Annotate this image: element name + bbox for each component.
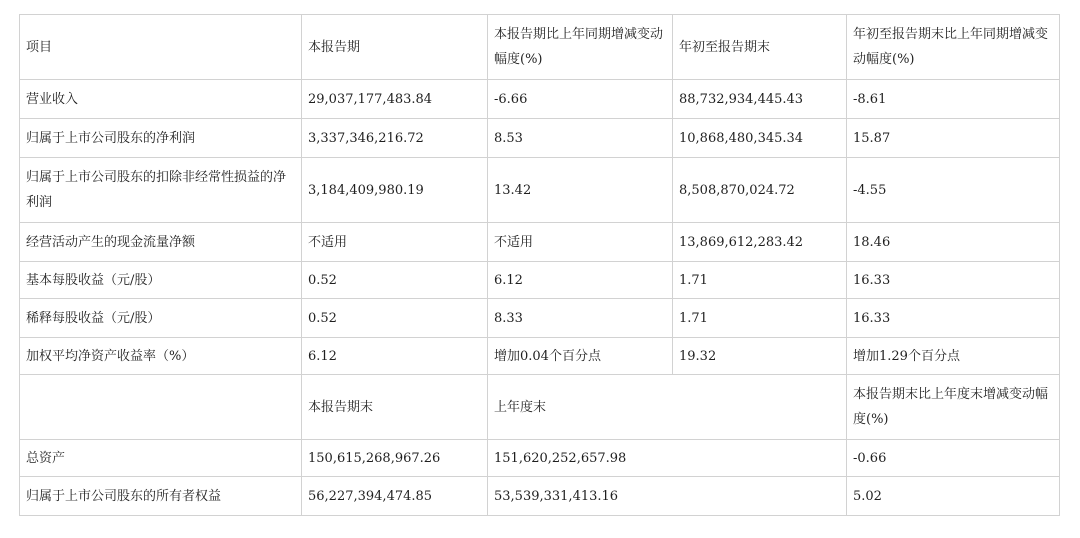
cell-current-yoy: 8.33 — [488, 299, 673, 338]
cell-ytd-yoy: 18.46 — [847, 223, 1060, 262]
cell-current: 0.52 — [302, 299, 488, 338]
row-label: 归属于上市公司股东的净利润 — [20, 119, 302, 158]
header-ytd-yoy: 年初至报告期末比上年同期增减变动幅度(%) — [847, 15, 1060, 80]
cell-ytd-yoy: 增加1.29个百分点 — [847, 338, 1060, 375]
cell-current: 3,184,409,980.19 — [302, 158, 488, 223]
cell-ytd-yoy: 16.33 — [847, 262, 1060, 299]
cell-change: 5.02 — [847, 477, 1060, 516]
subheader-change: 本报告期末比上年度末增减变动幅度(%) — [847, 375, 1060, 440]
table-row — [20, 119, 1060, 158]
cell-period-end: 56,227,394,474.85 — [302, 477, 488, 516]
cell-current: 3,337,346,216.72 — [302, 119, 488, 158]
cell-ytd: 19.32 — [673, 338, 847, 375]
cell-current-yoy: 增加0.04个百分点 — [488, 338, 673, 375]
cell-current-yoy: 13.42 — [488, 158, 673, 223]
cell-current: 0.52 — [302, 262, 488, 299]
cell-ytd: 88,732,934,445.43 — [673, 80, 847, 119]
cell-ytd-yoy: -8.61 — [847, 80, 1060, 119]
cell-ytd: 10,868,480,345.34 — [673, 119, 847, 158]
row-label: 经营活动产生的现金流量净额 — [20, 223, 302, 262]
cell-ytd-yoy: -4.55 — [847, 158, 1060, 223]
cell-ytd-yoy: 15.87 — [847, 119, 1060, 158]
table-row — [20, 262, 1060, 299]
financial-data-table-container — [19, 14, 1059, 516]
row-label: 加权平均净资产收益率（%） — [20, 338, 302, 375]
header-item: 项目 — [20, 15, 302, 80]
row-label: 稀释每股收益（元/股） — [20, 299, 302, 338]
subheader-period-end: 本报告期末 — [302, 375, 488, 440]
cell-current-yoy: 6.12 — [488, 262, 673, 299]
table-header-row — [20, 15, 1060, 80]
cell-ytd: 8,508,870,024.72 — [673, 158, 847, 223]
cell-change: -0.66 — [847, 440, 1060, 477]
cell-ytd: 13,869,612,283.42 — [673, 223, 847, 262]
subheader-item — [20, 375, 302, 440]
cell-last-year-end: 151,620,252,657.98 — [488, 440, 847, 477]
table-subheader-row — [20, 375, 1060, 440]
cell-current: 不适用 — [302, 223, 488, 262]
row-label: 归属于上市公司股东的扣除非经常性损益的净利润 — [20, 158, 302, 223]
table-row — [20, 477, 1060, 516]
table-row — [20, 223, 1060, 262]
header-ytd: 年初至报告期末 — [673, 15, 847, 80]
row-label: 总资产 — [20, 440, 302, 477]
cell-current-yoy: 不适用 — [488, 223, 673, 262]
header-current-yoy: 本报告期比上年同期增减变动幅度(%) — [488, 15, 673, 80]
cell-ytd-yoy: 16.33 — [847, 299, 1060, 338]
cell-ytd: 1.71 — [673, 299, 847, 338]
row-label: 归属于上市公司股东的所有者权益 — [20, 477, 302, 516]
cell-last-year-end: 53,539,331,413.16 — [488, 477, 847, 516]
subheader-last-year-end: 上年度末 — [488, 375, 847, 440]
row-label: 营业收入 — [20, 80, 302, 119]
cell-ytd: 1.71 — [673, 262, 847, 299]
table-row — [20, 440, 1060, 477]
table-row — [20, 158, 1060, 223]
cell-current: 6.12 — [302, 338, 488, 375]
cell-period-end: 150,615,268,967.26 — [302, 440, 488, 477]
cell-current: 29,037,177,483.84 — [302, 80, 488, 119]
cell-current-yoy: -6.66 — [488, 80, 673, 119]
row-label: 基本每股收益（元/股） — [20, 262, 302, 299]
table-row — [20, 299, 1060, 338]
table-row — [20, 80, 1060, 119]
header-current-period: 本报告期 — [302, 15, 488, 80]
cell-current-yoy: 8.53 — [488, 119, 673, 158]
table-row — [20, 338, 1060, 375]
financial-data-table — [19, 14, 1060, 516]
